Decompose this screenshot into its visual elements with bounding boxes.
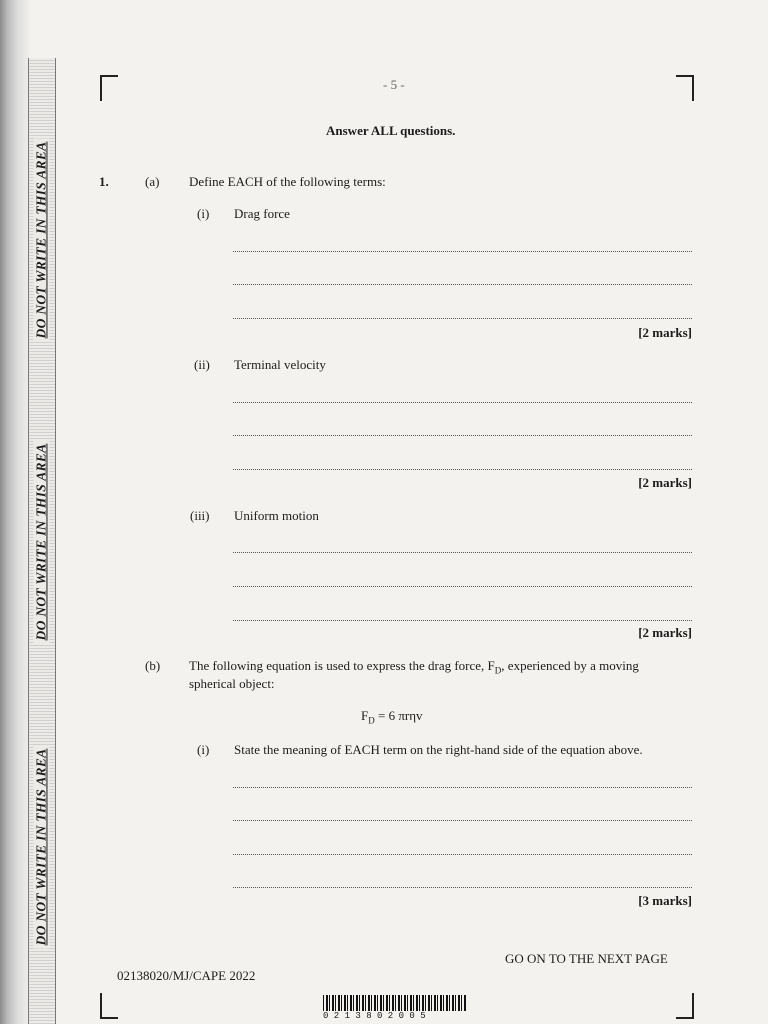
- corner-mark-top-right: [676, 75, 694, 101]
- margin-warning-top: DO NOT WRITE IN THIS AREA: [28, 130, 54, 350]
- marks-a-i: [2 marks]: [638, 325, 692, 340]
- marks-a-iii: [2 marks]: [638, 625, 692, 640]
- barcode: [323, 995, 467, 1011]
- part-a-prompt: Define EACH of the following terms:: [189, 174, 386, 189]
- page-number: - 5 -: [383, 77, 405, 92]
- answer-line[interactable]: [233, 469, 692, 470]
- answer-line[interactable]: [233, 620, 692, 621]
- go-on-notice: GO ON TO THE NEXT PAGE: [505, 951, 668, 966]
- item-b-i-text: State the meaning of EACH term on the right-hand side of the equation above.: [234, 742, 643, 757]
- part-b-label: (b): [145, 658, 161, 673]
- item-a-i-term: Drag force: [234, 206, 290, 221]
- margin-warning-bottom: DO NOT WRITE IN THIS AREA: [28, 737, 54, 957]
- item-b-i-label: (i): [197, 742, 210, 757]
- answer-line[interactable]: [233, 402, 692, 403]
- corner-mark-bottom-right: [676, 993, 694, 1019]
- barcode-digits: 0213802005: [323, 1011, 432, 1021]
- item-a-i-label: (i): [197, 206, 210, 221]
- scan-edge-shadow: [0, 0, 30, 1024]
- answer-line[interactable]: [233, 318, 692, 319]
- marks-a-ii: [2 marks]: [638, 475, 692, 490]
- item-a-iii-term: Uniform motion: [234, 508, 319, 523]
- drag-equation: $F_D = 6$ πrηv: [361, 708, 423, 726]
- answer-line[interactable]: [233, 787, 692, 788]
- corner-mark-bottom-left: [100, 993, 118, 1019]
- answer-line[interactable]: [233, 435, 692, 436]
- answer-line[interactable]: [233, 887, 692, 888]
- paper-code: 02138020/MJ/CAPE 2022: [117, 968, 256, 983]
- part-b-text-line2: spherical object:: [189, 676, 275, 691]
- item-a-ii-term: Terminal velocity: [234, 357, 326, 372]
- answer-line[interactable]: [233, 552, 692, 553]
- margin-warning-middle: DO NOT WRITE IN THIS AREA: [28, 432, 54, 652]
- answer-line[interactable]: [233, 251, 692, 252]
- answer-line[interactable]: [233, 586, 692, 587]
- answer-line[interactable]: [233, 854, 692, 855]
- item-a-iii-label: (iii): [190, 508, 210, 523]
- item-a-ii-label: (ii): [194, 357, 210, 372]
- part-a-label: (a): [145, 174, 160, 189]
- instruction-heading: Answer ALL questions.: [326, 123, 456, 138]
- marks-b-i: [3 marks]: [638, 893, 692, 908]
- corner-mark-top-left: [100, 75, 118, 101]
- answer-line[interactable]: [233, 820, 692, 821]
- answer-line[interactable]: [233, 284, 692, 285]
- question-number: 1.: [99, 174, 109, 189]
- part-b-text-line1: The following equation is used to express the drag force, $F_D$, experienced by a moving: [189, 658, 639, 676]
